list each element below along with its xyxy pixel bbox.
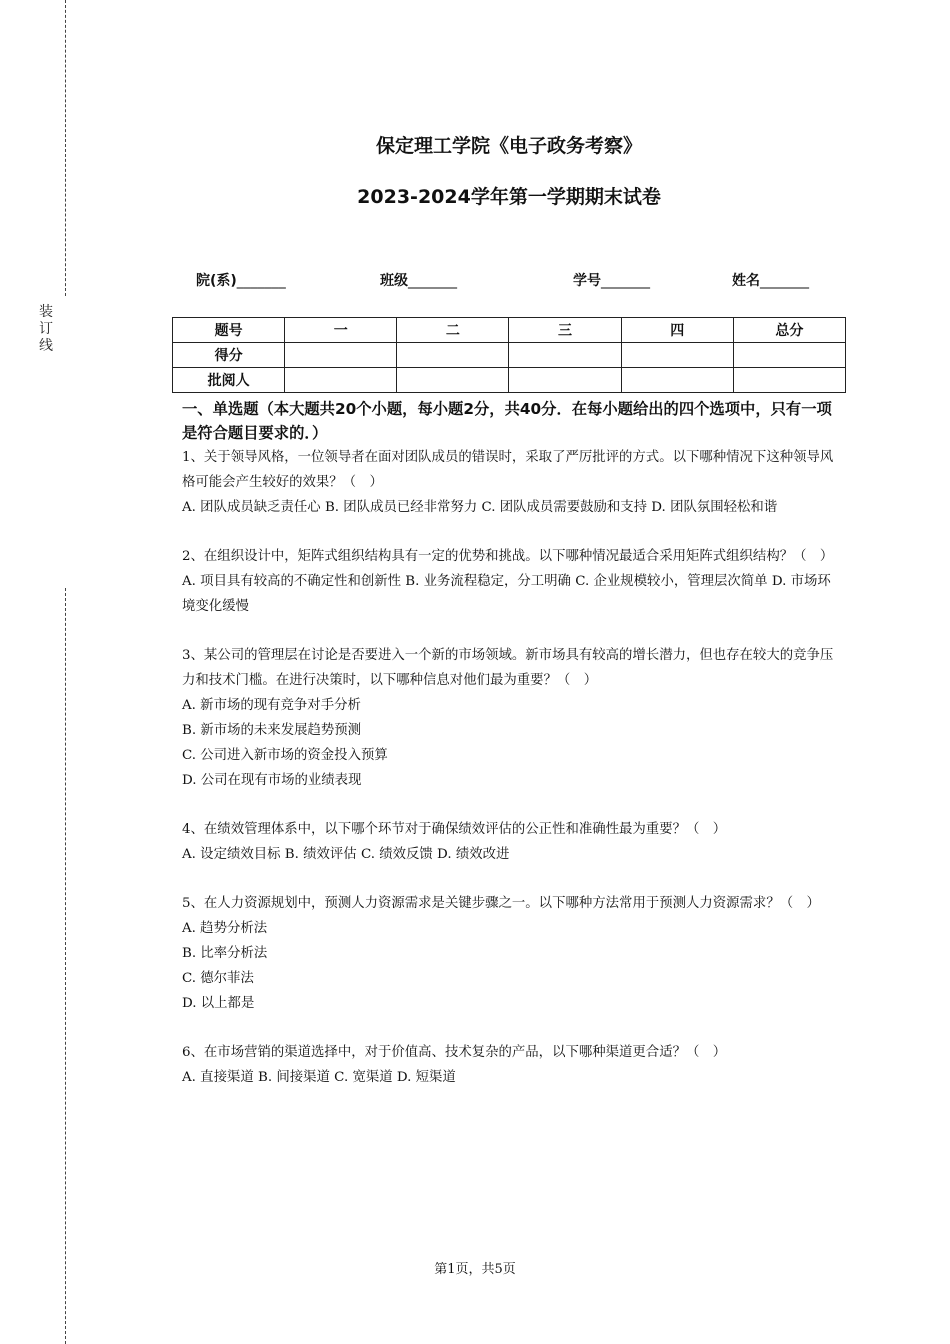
score-cell[interactable] (733, 343, 845, 368)
info-field-class (380, 270, 457, 290)
page-number: 第1页，共5页 (434, 1262, 516, 1277)
info-label-class: 班级 (380, 273, 408, 289)
score-table-row-grader (173, 368, 846, 393)
section-heading: 一、单选题（本大题共20个小题，每小题2分，共40分．在每小题给出的四个选项中，只有一项是符合题目要求的．） (182, 400, 832, 442)
question-option-c: C. 公司进入新市场的资金投入预算 (182, 748, 388, 763)
question-5 (182, 891, 838, 1016)
info-blank-name: _______ (760, 273, 809, 289)
exam-title: 保定理工学院《电子政务考察》 (375, 135, 642, 157)
question-4 (182, 817, 838, 867)
score-header-cell: 二 (397, 318, 509, 343)
question-text: 4、在绩效管理体系中，以下哪个环节对于确保绩效评估的公正性和准确性最为重要？（ ） (182, 822, 727, 837)
grader-cell[interactable] (621, 368, 733, 393)
question-option-b: B. 比率分析法 (182, 946, 268, 961)
info-field-department (196, 270, 286, 290)
question-option-a: A. 趋势分析法 (182, 921, 268, 936)
score-header-cell: 四 (621, 318, 733, 343)
info-label-student-id: 学号 (573, 273, 601, 289)
score-header-cell: 题号 (173, 318, 285, 343)
info-field-student-id (573, 270, 650, 290)
question-text: 6、在市场营销的渠道选择中，对于价值高、技术复杂的产品，以下哪种渠道更合适？（ ） (182, 1045, 727, 1060)
score-cell[interactable] (509, 343, 621, 368)
question-1 (182, 445, 838, 520)
score-header-cell: 三 (509, 318, 621, 343)
question-options: A. 项目具有较高的不确定性和创新性 B. 业务流程稳定，分工明确 C. 企业规模较小，管理层次简单 D. 市场环境变化缓慢 (182, 574, 831, 614)
question-option-c: C. 德尔菲法 (182, 971, 254, 986)
question-list (182, 445, 838, 1114)
score-row-label: 得分 (173, 343, 285, 368)
score-table-header-row (173, 318, 846, 343)
score-header-cell: 总分 (733, 318, 845, 343)
question-options: A. 团队成员缺乏责任心 B. 团队成员已经非常努力 C. 团队成员需要鼓励和支持 D. 团队氛围轻松和谐 (182, 500, 778, 515)
info-field-name (732, 270, 809, 290)
question-options: A. 直接渠道 B. 间接渠道 C. 宽渠道 D. 短渠道 (182, 1070, 456, 1085)
info-label-department: 院(系) (196, 273, 237, 289)
info-blank-class: _______ (408, 273, 457, 289)
grader-cell[interactable] (733, 368, 845, 393)
grader-row-label: 批阅人 (173, 368, 285, 393)
question-2 (182, 544, 838, 619)
score-table (172, 317, 846, 393)
question-text: 1、关于领导风格，一位领导者在面对团队成员的错误时，采取了严厉批评的方式。以下哪种情况下这种领导风格可能会产生较好的效果？（ ） (182, 450, 834, 490)
binding-dashed-line-top (65, 0, 66, 296)
grader-cell[interactable] (397, 368, 509, 393)
info-label-name: 姓名 (732, 273, 760, 289)
binding-dashed-line-bottom (65, 588, 66, 1344)
question-text: 3、某公司的管理层在讨论是否要进入一个新的市场领域。新市场具有较高的增长潜力，但也存在较大的竞争压力和技术门槛。在进行决策时，以下哪种信息对他们最为重要？（ ） (182, 648, 834, 688)
score-cell[interactable] (397, 343, 509, 368)
question-options: A. 设定绩效目标 B. 绩效评估 C. 绩效反馈 D. 绩效改进 (182, 847, 510, 862)
exam-subtitle: 2023-2024学年第一学期期末试卷 (357, 186, 661, 208)
score-table-row-score (173, 343, 846, 368)
question-option-b: B. 新市场的未来发展趋势预测 (182, 723, 362, 738)
score-cell[interactable] (621, 343, 733, 368)
question-option-d: D. 公司在现有市场的业绩表现 (182, 773, 362, 788)
question-option-a: A. 新市场的现有竞争对手分析 (182, 698, 361, 713)
question-option-d: D. 以上都是 (182, 996, 255, 1011)
info-blank-department: _______ (236, 273, 286, 289)
score-header-cell: 一 (285, 318, 397, 343)
question-3 (182, 643, 838, 793)
question-text: 5、在人力资源规划中，预测人力资源需求是关键步骤之一。以下哪种方法常用于预测人力资源需求？（ ） (182, 896, 820, 911)
question-6 (182, 1040, 838, 1090)
info-blank-student-id: _______ (601, 273, 650, 289)
grader-cell[interactable] (285, 368, 397, 393)
question-text: 2、在组织设计中，矩阵式组织结构具有一定的优势和挑战。以下哪种情况最适合采用矩阵式组织结构？（ ） (182, 549, 834, 564)
grader-cell[interactable] (509, 368, 621, 393)
binding-label: 装订线 (39, 304, 53, 354)
score-cell[interactable] (285, 343, 397, 368)
